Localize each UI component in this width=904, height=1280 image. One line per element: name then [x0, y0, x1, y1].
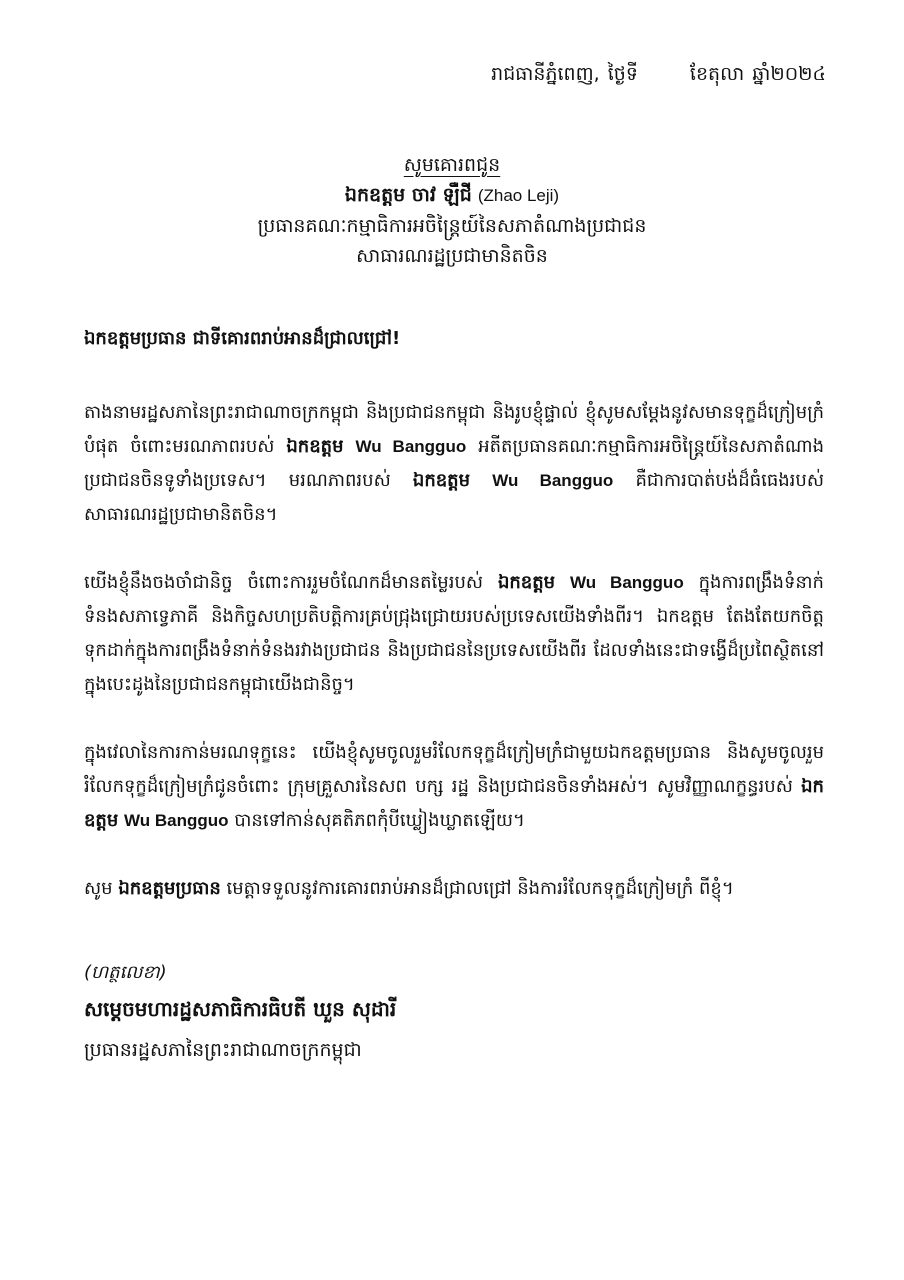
p1-text-e: គឺជាការបាត់បង់ដ៏ធំធេងរបស់សាធារណរដ្ឋប្រជាមានិតចិន។ [84, 470, 824, 525]
addressee-name-khmer: ឯកឧត្តម ចាវ ឡឺជី [344, 184, 472, 206]
p3-name-latin: Wu Bangguo [124, 811, 229, 830]
dateline-place-day: រាជធានីភ្នំពេញ, ថ្ងៃទី [491, 63, 638, 85]
p2-text-c: ក្នុងការពង្រឹងទំនាក់ទំនងសភាទ្វេភាគី និងកិច្ចសហប្រតិបត្តិការគ្រប់ជ្រុងជ្រោយរបស់ប្រទេសយើងទាំងពីរ។ ឯកឧត្តម តែងតែយកចិត្តទុកដាក់ក្នុងការពង្រឹងទំនាក់ទំនងរវាងប្រជាជន និងប្រជាជននៃប្រទេសយើងពីរ ដែលទាំងនេះជាទង្វើដ៏ប្រពៃស្ថិតនៅក្នុងបេះដូងនៃប្រជាជនកម្ពុជាយើងជានិច្ច។ [84, 572, 824, 695]
p2-text-a: យើងខ្ញុំនឹងចងចាំជានិច្ច ចំពោះការរួមចំណែកដ៏មានតម្លៃរបស់ [84, 572, 484, 593]
addressee-name-line [0, 180, 904, 211]
p1-name-latin: Wu Bangguo [355, 437, 467, 456]
p3-honorific: ឯកឧត្តម [84, 776, 824, 831]
p1-honorific: ឯកឧត្តម [286, 436, 344, 457]
paragraph-sympathy [84, 736, 824, 838]
addressee-title-line2: សាធារណរដ្ឋប្រជាមានិតចិន [356, 245, 548, 267]
dateline [491, 62, 826, 90]
signatory-title: ប្រធានរដ្ឋសភានៃព្រះរាជាណាចក្រកម្ពុជា [84, 1039, 362, 1061]
p1-text-c: អតីតប្រធានគណៈកម្មាធិការអចិន្ត្រៃយ៍នៃសភាតំណាងប្រជាជនចិនទូទាំងប្រទេស។ មរណភាពរបស់ [84, 436, 824, 491]
addressee-respectfully: សូមគោរពជូន [403, 154, 501, 176]
p2-honorific: ឯកឧត្តម [497, 572, 556, 593]
p1-text-a: តាងនាមរដ្ឋសភានៃព្រះរាជាណាចក្រកម្ពុជា និងប្រជាជនកម្ពុជា និងរូបខ្ញុំផ្ទាល់ ខ្ញុំសូមសម្ដែងនូវសមានទុក្ខដ៏ក្រៀមក្រំបំផុត ចំពោះមរណភាពរបស់ [84, 402, 824, 457]
signatory-name: សម្តេចមហារដ្ឋសភាធិការធិបតី ឃួន សុដារី [84, 997, 397, 1021]
salutation: ឯកឧត្តមប្រធាន ជាទីគោរពរាប់អានដ៏ជ្រាលជ្រៅ! [84, 328, 401, 349]
p3-text-a: ក្នុងវេលានៃការកាន់មរណទុក្ខនេះ យើងខ្ញុំសូមចូលរួមរំលែកទុក្ខដ៏ក្រៀមក្រំជាមួយឯកឧត្តមប្រធាន និងសូមចូលរួមរំលែកទុក្ខដ៏ក្រៀមក្រំជូនចំពោះ ក្រុមគ្រួសារនៃសព បក្ស រដ្ឋ និងប្រជាជនចិនទាំងអស់។ សូមវិញ្ញាណក្ខន្ធរបស់ [84, 742, 824, 797]
addressee-block [0, 150, 904, 271]
paragraph-remembrance [84, 566, 824, 702]
p4-text-a: សូម [84, 878, 113, 899]
dateline-month-year: ខែតុលា ឆ្នាំ២០២៤ [689, 63, 826, 85]
p3-text-c: បានទៅកាន់សុគតិភពកុំបីឃ្លៀងឃ្លាតឡើយ។ [234, 810, 525, 831]
paragraph-condolence [84, 396, 824, 532]
addressee-title-line1: ប្រធានគណៈកម្មាធិការអចិន្ត្រៃយ៍នៃសភាតំណាងប្រជាជន [257, 215, 647, 237]
p1-name-latin-2: Wu Bangguo [492, 471, 614, 490]
p4-honorific: ឯកឧត្តមប្រធាន [118, 878, 221, 899]
paragraph-closing [84, 872, 824, 906]
addressee-name-latin: (Zhao Leji) [477, 186, 560, 205]
signed-note: (ហត្ថលេខា) [84, 962, 167, 983]
p4-text-c: មេត្តាទទួលនូវការគោរពរាប់អានដ៏ជ្រាលជ្រៅ និងការរំលែកទុក្ខដ៏ក្រៀមក្រំ ពីខ្ញុំ។ [226, 878, 734, 899]
p1-honorific-2: ឯកឧត្តម [412, 470, 471, 491]
p2-name-latin: Wu Bangguo [570, 573, 684, 592]
